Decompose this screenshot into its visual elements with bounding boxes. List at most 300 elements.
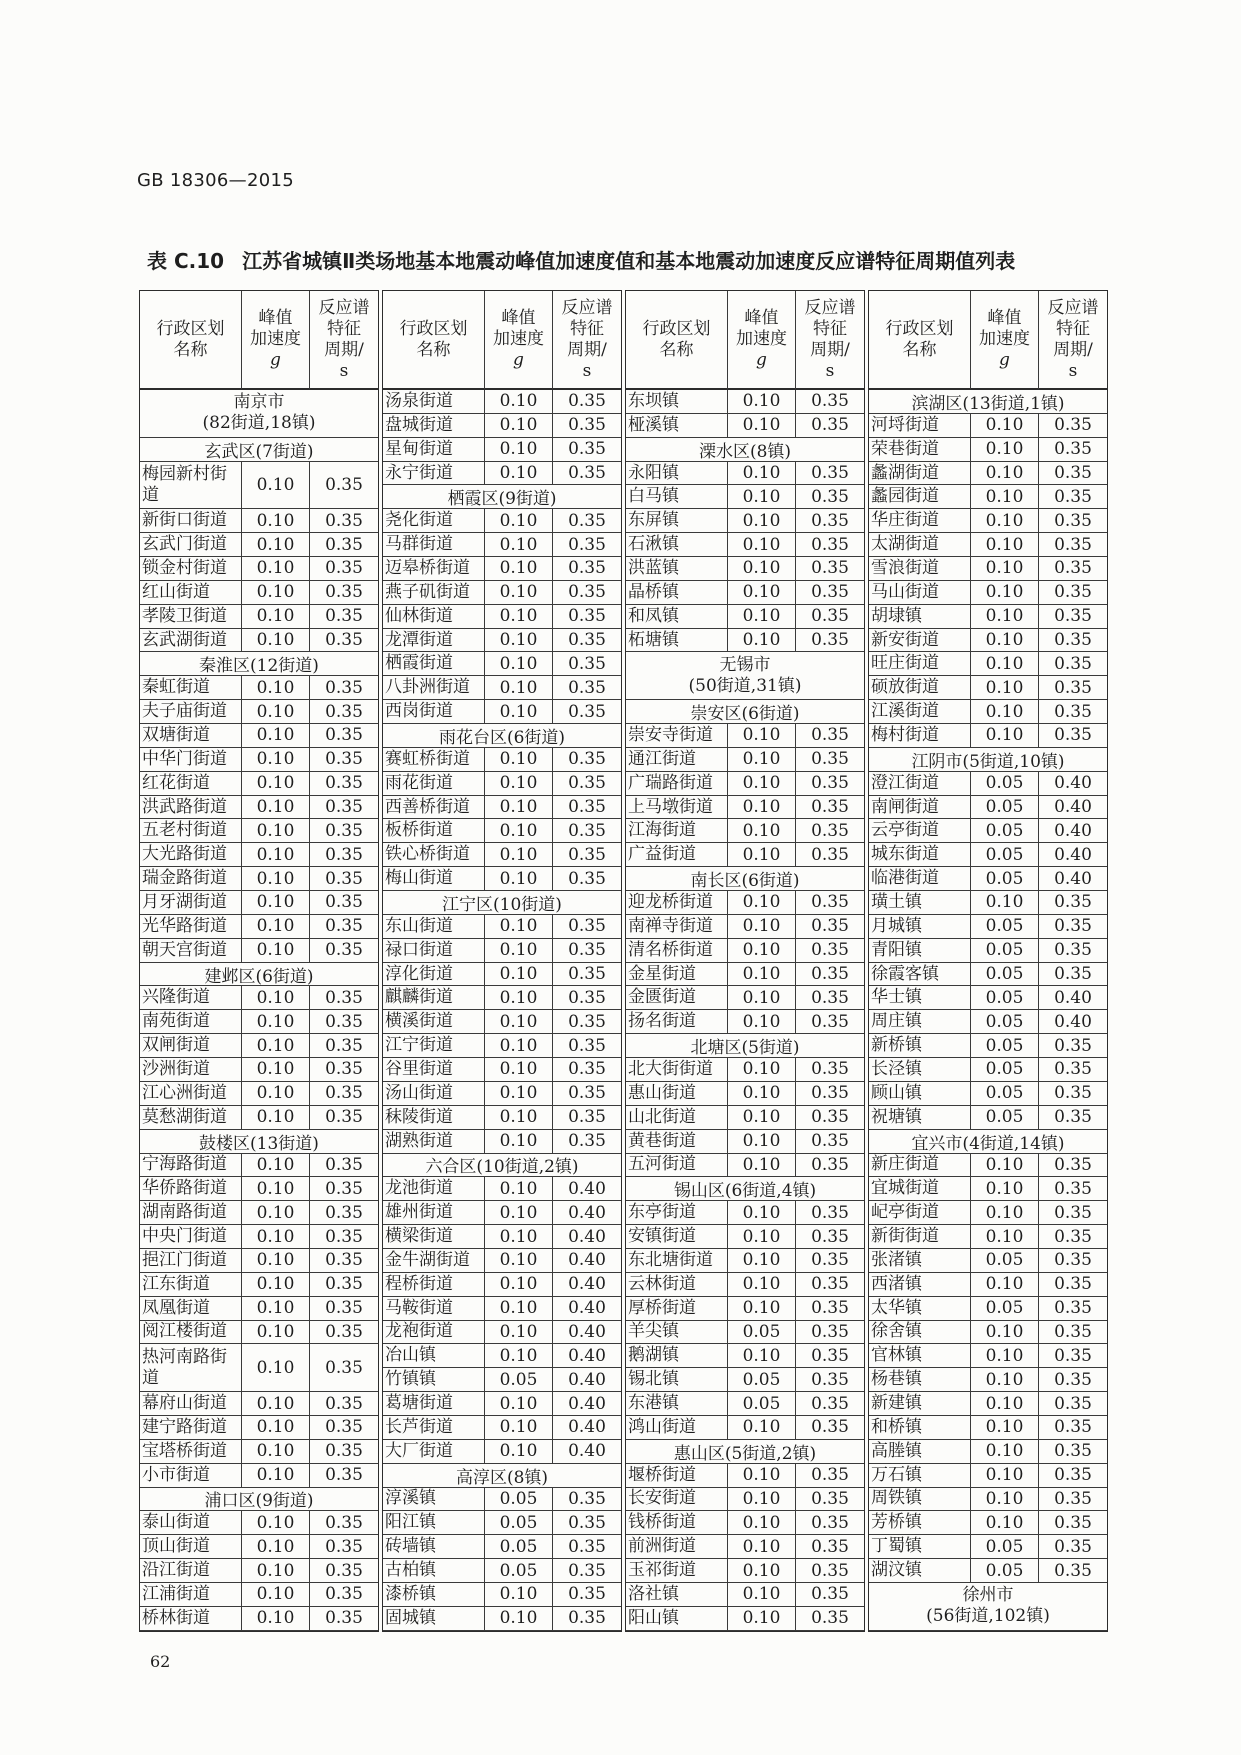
pga-value: 0.10 (499, 844, 538, 865)
pga-value-cell (485, 700, 553, 724)
period-value-cell (310, 700, 378, 724)
entry-name-cell (140, 557, 242, 581)
pga-value-cell (728, 1607, 796, 1631)
entry-name: 阅江楼街道 (142, 1321, 227, 1342)
pga-value-cell (485, 629, 553, 653)
pga-value-cell (728, 1559, 796, 1583)
period-value-cell (796, 963, 864, 987)
entry-name-cell (383, 915, 485, 939)
pga-value: 0.10 (499, 653, 538, 674)
pga-value-cell (485, 1416, 553, 1440)
entry-name: 淳溪镇 (385, 1488, 436, 1509)
entry-name-cell (626, 891, 728, 915)
entry-name-cell (626, 1154, 728, 1178)
pga-value-cell (728, 1368, 796, 1392)
period-value-cell (796, 1416, 864, 1440)
pga-value: 0.10 (985, 701, 1024, 722)
pga-value: 0.10 (742, 510, 781, 531)
period-value-cell (796, 819, 864, 843)
pga-value-cell (728, 581, 796, 605)
entry-name: 江浦街道 (142, 1583, 210, 1604)
period-value: 0.40 (568, 1369, 606, 1390)
entry-name: 周铁镇 (871, 1488, 922, 1509)
pga-value: 0.05 (499, 1512, 538, 1533)
pga-value: 0.10 (499, 1083, 538, 1104)
pga-value-cell (728, 390, 796, 414)
entry-name-cell (383, 1297, 485, 1321)
period-value-cell (796, 557, 864, 581)
period-value-cell (796, 1297, 864, 1321)
period-value: 0.35 (811, 1154, 849, 1175)
pga-value-cell (728, 1273, 796, 1297)
city-name: 南京市 (233, 392, 285, 413)
pga-value: 0.05 (985, 1536, 1024, 1557)
period-value: 0.35 (811, 486, 849, 507)
pga-value-cell (485, 748, 553, 772)
period-value: 0.35 (568, 606, 606, 627)
period-value: 0.35 (325, 1250, 363, 1271)
entry-name: 黄巷街道 (628, 1130, 696, 1151)
period-value: 0.35 (811, 463, 849, 483)
pga-value: 0.10 (256, 1465, 295, 1486)
header-period-cell (310, 291, 378, 390)
entry-name-cell (140, 1010, 242, 1034)
table-column-group (382, 290, 622, 1632)
period-value: 0.35 (811, 797, 849, 818)
entry-name: 建宁路街道 (142, 1416, 227, 1437)
pga-value-cell (971, 819, 1039, 843)
entry-name-cell (140, 1416, 242, 1440)
pga-value-cell (728, 485, 796, 509)
pga-value: 0.05 (499, 1369, 538, 1390)
period-value-cell (1039, 1559, 1107, 1583)
entry-name-cell (869, 1321, 971, 1345)
entry-name: 谷里街道 (385, 1058, 453, 1079)
pga-value: 0.05 (985, 1011, 1024, 1032)
entry-name-cell (383, 1607, 485, 1631)
period-value: 0.35 (568, 1608, 606, 1629)
period-value: 0.35 (811, 1321, 849, 1342)
header-line: 加速度 (736, 329, 787, 349)
period-value-cell (1039, 724, 1107, 748)
pga-value-cell (242, 605, 310, 629)
period-value-cell (1039, 1416, 1107, 1440)
entry-name: 雪浪街道 (871, 557, 939, 578)
period-value: 0.35 (568, 749, 606, 770)
period-value-cell (310, 676, 378, 700)
entry-name-cell (140, 891, 242, 915)
period-value-cell (553, 1201, 621, 1225)
entry-name-cell (626, 843, 728, 867)
pga-value-cell (971, 1464, 1039, 1488)
period-value: 0.35 (811, 391, 849, 412)
entry-name-cell (869, 1416, 971, 1440)
pga-value: 0.10 (499, 1441, 538, 1462)
pga-value-cell (971, 438, 1039, 462)
entry-name-cell (869, 1058, 971, 1082)
district-header (383, 891, 621, 915)
period-value: 0.35 (325, 1536, 363, 1557)
period-value: 0.35 (1054, 1250, 1092, 1271)
period-value: 0.35 (1054, 463, 1092, 483)
entry-name-cell (140, 796, 242, 820)
period-value-cell (310, 1607, 378, 1631)
pga-value-cell (728, 1010, 796, 1034)
pga-value-cell (728, 509, 796, 533)
pga-value: 0.10 (256, 1512, 295, 1533)
entry-name-cell (869, 1154, 971, 1178)
period-value-cell (553, 796, 621, 820)
entry-name-cell (626, 414, 728, 438)
pga-value-cell (242, 1154, 310, 1178)
entry-name: 马鞍街道 (385, 1297, 453, 1318)
pga-value-cell (728, 1225, 796, 1249)
period-value-cell (310, 1082, 378, 1106)
period-value-cell (310, 1225, 378, 1249)
entry-name: 广瑞路街道 (628, 772, 713, 793)
pga-value: 0.10 (499, 606, 538, 627)
header-line: g (999, 350, 1010, 370)
header-line: 名称 (416, 339, 451, 360)
pga-value: 0.05 (985, 820, 1024, 841)
entry-name: 玄武湖街道 (142, 629, 227, 650)
pga-value: 0.10 (499, 534, 538, 555)
pga-value-cell (485, 533, 553, 557)
entry-name: 东坝镇 (628, 390, 679, 411)
pga-value: 0.10 (256, 1202, 295, 1223)
pga-value: 0.05 (985, 987, 1024, 1008)
period-value-cell (310, 1321, 378, 1345)
city-header (626, 652, 864, 700)
pga-value-cell (728, 1344, 796, 1368)
period-value-cell (553, 438, 621, 462)
period-value-cell (310, 1154, 378, 1178)
entry-name: 华士镇 (871, 987, 922, 1008)
period-value: 0.35 (568, 1059, 606, 1080)
period-value-cell (1039, 1488, 1107, 1512)
pga-value: 0.10 (256, 749, 295, 770)
entry-name: 东山街道 (385, 915, 453, 936)
header-line: s (825, 360, 835, 381)
period-value: 0.35 (568, 653, 606, 674)
pga-value-cell (728, 414, 796, 438)
period-value-cell (796, 1559, 864, 1583)
period-value: 0.35 (811, 1488, 849, 1509)
pga-value-cell (242, 843, 310, 867)
entry-name-cell (383, 1344, 485, 1368)
pga-value-cell (242, 1440, 310, 1464)
pga-value-cell (728, 1416, 796, 1440)
pga-value-cell (728, 772, 796, 796)
district-name: 六合区(10街道,2镇) (425, 1157, 579, 1178)
pga-value-cell (728, 819, 796, 843)
entry-name: 梅园新村街道 (142, 463, 227, 505)
header-line: g (270, 350, 281, 370)
pga-value: 0.10 (742, 964, 781, 985)
entry-name-cell (140, 867, 242, 891)
pga-value-cell (485, 557, 553, 581)
entry-name: 凤凰街道 (142, 1297, 210, 1318)
city-count: (50街道,31镇) (688, 675, 802, 696)
header-line: 行政区划 (399, 318, 468, 339)
entry-name: 梅村街道 (871, 724, 939, 745)
entry-name-cell (626, 1010, 728, 1034)
entry-name: 长芦街道 (385, 1416, 453, 1437)
period-value: 0.35 (568, 1536, 606, 1557)
pga-value-cell (971, 414, 1039, 438)
period-value-cell (796, 509, 864, 533)
pga-value-cell (728, 1464, 796, 1488)
pga-value: 0.10 (985, 510, 1024, 531)
pga-value: 0.10 (256, 534, 295, 555)
pga-value: 0.10 (742, 1465, 781, 1486)
period-value-cell (553, 1488, 621, 1512)
entry-name-cell (383, 438, 485, 462)
header-line: 峰值 (258, 308, 293, 328)
entry-name: 仙林街道 (385, 605, 453, 626)
pga-value-cell (485, 819, 553, 843)
period-value: 0.35 (1054, 1441, 1092, 1462)
entry-name-cell (140, 509, 242, 533)
entry-name: 荣巷街道 (871, 438, 939, 459)
pga-value: 0.10 (256, 1357, 295, 1378)
entry-name: 东北塘街道 (628, 1249, 713, 1270)
entry-name-cell (383, 963, 485, 987)
entry-name-cell (383, 1559, 485, 1583)
pga-value-cell (485, 1225, 553, 1249)
period-value-cell (553, 605, 621, 629)
entry-name-cell (626, 509, 728, 533)
period-value-cell (310, 1416, 378, 1440)
entry-name: 淳化街道 (385, 963, 453, 984)
pga-value-cell (971, 676, 1039, 700)
pga-value: 0.10 (499, 701, 538, 722)
period-value-cell (1039, 1368, 1107, 1392)
entry-name: 南苑街道 (142, 1011, 210, 1032)
period-value-cell (553, 1416, 621, 1440)
period-value-cell (796, 1607, 864, 1631)
pga-value-cell (485, 1082, 553, 1106)
period-value-cell (1039, 1177, 1107, 1201)
period-value: 0.35 (325, 1202, 363, 1223)
entry-name: 大光路街道 (142, 844, 227, 865)
entry-name-cell (140, 462, 242, 510)
period-value: 0.35 (325, 1584, 363, 1605)
entry-name-cell (140, 724, 242, 748)
entry-name: 葛塘街道 (385, 1393, 453, 1414)
entry-name-cell (869, 509, 971, 533)
period-value: 0.35 (1054, 1298, 1092, 1319)
entry-name-cell (140, 1082, 242, 1106)
district-header (626, 1034, 864, 1058)
pga-value-cell (728, 724, 796, 748)
entry-name: 雄州街道 (385, 1202, 453, 1223)
period-value-cell (310, 1201, 378, 1225)
period-value: 0.35 (325, 987, 363, 1008)
period-value: 0.35 (1054, 630, 1092, 651)
period-value-cell (1039, 1321, 1107, 1345)
period-value: 0.35 (811, 1536, 849, 1557)
period-value: 0.35 (1054, 940, 1092, 961)
pga-value-cell (728, 1488, 796, 1512)
entry-name: 江宁街道 (385, 1035, 453, 1056)
period-value-cell (796, 724, 864, 748)
entry-name-cell (140, 1511, 242, 1535)
entry-name: 程桥街道 (385, 1273, 453, 1294)
entry-name: 白马镇 (628, 486, 679, 507)
period-value: 0.35 (1054, 677, 1092, 698)
entry-name-cell (140, 819, 242, 843)
pga-value: 0.10 (985, 892, 1024, 913)
entry-name-cell (869, 1034, 971, 1058)
period-value-cell (553, 509, 621, 533)
entry-name: 江海街道 (628, 820, 696, 841)
pga-value: 0.05 (985, 1035, 1024, 1056)
entry-name-cell (383, 939, 485, 963)
entry-name: 汤山街道 (385, 1082, 453, 1103)
pga-value: 0.10 (499, 415, 538, 436)
entry-name: 龙潭街道 (385, 629, 453, 650)
pga-value: 0.10 (985, 1512, 1024, 1533)
pga-value: 0.10 (985, 1178, 1024, 1199)
period-value: 0.35 (811, 1202, 849, 1223)
header-line: 峰值 (501, 308, 536, 328)
period-value: 0.35 (568, 391, 606, 412)
period-value-cell (796, 1464, 864, 1488)
entry-name-cell (869, 1344, 971, 1368)
entry-name-cell (869, 1368, 971, 1392)
entry-name: 湖南路街道 (142, 1202, 227, 1223)
period-value: 0.35 (811, 1512, 849, 1533)
period-value: 0.35 (568, 439, 606, 460)
period-value: 0.35 (811, 415, 849, 436)
pga-value-cell (242, 1010, 310, 1034)
period-value: 0.35 (811, 1274, 849, 1295)
pga-value-cell (728, 748, 796, 772)
entry-name: 新庄街道 (871, 1154, 939, 1175)
pga-value-cell (971, 891, 1039, 915)
pga-value: 0.10 (742, 844, 781, 865)
period-value: 0.35 (811, 1131, 849, 1152)
pga-value-cell (971, 1344, 1039, 1368)
period-value-cell (310, 581, 378, 605)
period-value: 0.35 (568, 964, 606, 985)
pga-value-cell (242, 939, 310, 963)
entry-name-cell (140, 986, 242, 1010)
period-value: 0.40 (1054, 797, 1092, 818)
pga-value-cell (242, 1416, 310, 1440)
entry-name: 湖熟街道 (385, 1130, 453, 1151)
period-value: 0.35 (811, 1465, 849, 1486)
district-name: 崇安区(6街道) (690, 704, 800, 725)
pga-value-cell (242, 509, 310, 533)
period-value-cell (553, 390, 621, 414)
pga-value-cell (485, 1201, 553, 1225)
pga-value: 0.10 (256, 1035, 295, 1056)
entry-name: 赛虹桥街道 (385, 748, 470, 769)
period-value: 0.40 (568, 1345, 606, 1366)
period-value: 0.35 (568, 940, 606, 961)
period-value-cell (1039, 581, 1107, 605)
pga-value: 0.10 (499, 1584, 538, 1605)
period-value-cell (310, 1392, 378, 1416)
period-value-cell (310, 1010, 378, 1034)
entry-name: 石湫镇 (628, 534, 679, 555)
period-value-cell (796, 843, 864, 867)
entry-name-cell (626, 1464, 728, 1488)
entry-name-cell (383, 605, 485, 629)
entry-name: 桠溪镇 (628, 414, 679, 435)
period-value: 0.35 (568, 1584, 606, 1605)
pga-value: 0.05 (985, 1298, 1024, 1319)
period-value-cell (1039, 1249, 1107, 1273)
period-value-cell (310, 1297, 378, 1321)
period-value-cell (796, 485, 864, 509)
entry-name: 宜城街道 (871, 1178, 939, 1199)
pga-value: 0.10 (985, 1345, 1024, 1366)
entry-name: 阳山镇 (628, 1607, 679, 1628)
period-value: 0.35 (1054, 701, 1092, 722)
period-value: 0.35 (1054, 1059, 1092, 1080)
pga-value: 0.10 (985, 606, 1024, 627)
entry-name-cell (626, 1488, 728, 1512)
entry-name-cell (383, 414, 485, 438)
pga-value-cell (728, 1511, 796, 1535)
period-value: 0.35 (568, 510, 606, 531)
header-line: 周期/ (567, 339, 607, 360)
entry-name-cell (383, 1130, 485, 1154)
pga-value-cell (728, 963, 796, 987)
period-value-cell (310, 915, 378, 939)
period-value-cell (1039, 438, 1107, 462)
entry-name-cell (383, 1511, 485, 1535)
period-value-cell (796, 1201, 864, 1225)
entry-name: 永宁街道 (385, 462, 453, 483)
header-line: 特征 (1056, 318, 1090, 339)
period-value-cell (1039, 1440, 1107, 1464)
table-title (147, 245, 1015, 274)
pga-value-cell (728, 1082, 796, 1106)
period-value-cell (310, 1511, 378, 1535)
header-period-cell (796, 291, 864, 390)
period-value-cell (1039, 414, 1107, 438)
pga-value-cell (242, 581, 310, 605)
pga-value: 0.10 (499, 510, 538, 531)
period-value-cell (553, 629, 621, 653)
period-value-cell (796, 581, 864, 605)
district-name: 秦淮区(12街道) (199, 656, 319, 677)
pga-value: 0.10 (985, 725, 1024, 746)
period-value: 0.35 (811, 1226, 849, 1247)
period-value-cell (553, 557, 621, 581)
entry-name-cell (869, 652, 971, 676)
entry-name-cell (140, 700, 242, 724)
entry-name: 沙洲街道 (142, 1058, 210, 1079)
header-period-cell (553, 291, 621, 390)
pga-value-cell (728, 939, 796, 963)
entry-name: 双闸街道 (142, 1035, 210, 1056)
period-value: 0.35 (325, 1608, 363, 1629)
entry-name: 中央门街道 (142, 1226, 227, 1246)
entry-name: 硕放街道 (871, 677, 939, 698)
period-value-cell (310, 1440, 378, 1464)
entry-name: 莫愁湖街道 (142, 1106, 227, 1127)
period-value-cell (796, 414, 864, 438)
header-pga-cell (242, 291, 310, 390)
period-value: 0.35 (325, 1011, 363, 1032)
period-value: 0.35 (568, 1011, 606, 1032)
entry-name: 双塘街道 (142, 724, 210, 745)
